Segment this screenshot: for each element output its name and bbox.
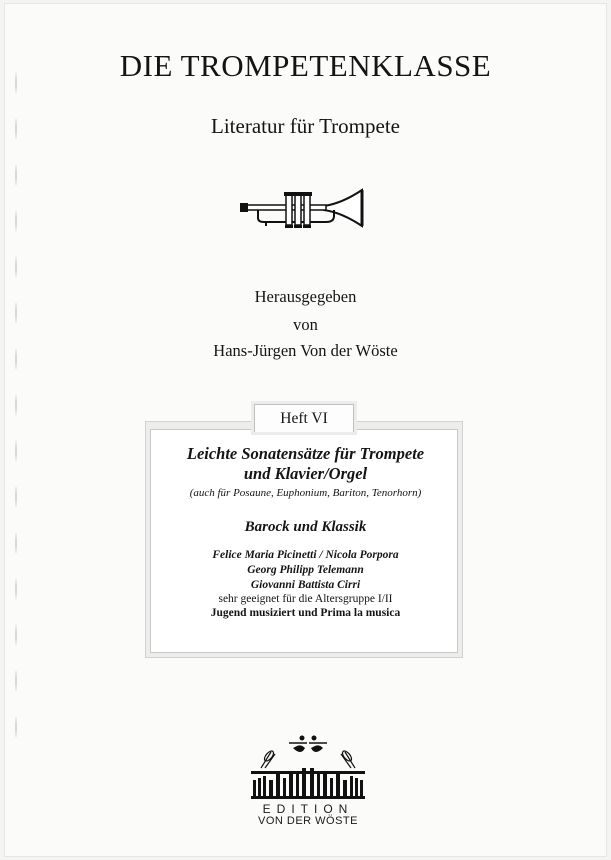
- work-title-line1: Leichte Sonatensätze für Trompete: [186, 444, 425, 463]
- instruments-note: (auch für Posaune, Euphonium, Bariton, Tenorhorn): [189, 487, 422, 499]
- volume-tab: Heft VI: [254, 404, 354, 432]
- scan-edge-marks: [14, 60, 18, 760]
- publisher-name-line2: VON DER WÖSTE: [257, 815, 358, 827]
- editor-von: von: [293, 315, 318, 334]
- page-subtitle: Literatur für Trompete: [211, 114, 400, 138]
- age-group-note: sehr geeignet für die Altersgruppe I/II: [218, 593, 393, 605]
- period-label: Barock und Klassik: [244, 519, 367, 535]
- composer-line1: Felice Maria Picinetti / Nicola Porpora: [212, 549, 399, 561]
- editor-intro: Herausgegeben: [254, 287, 357, 306]
- editor-name: Hans-Jürgen Von der Wöste: [213, 341, 398, 360]
- work-title-line2: und Klavier/Orgel: [243, 464, 368, 483]
- composer-line3: Giovanni Battista Cirri: [250, 579, 361, 591]
- competition-note: Jugend musiziert und Prima la musica: [210, 607, 401, 619]
- trumpet-icon: [238, 186, 370, 230]
- page-title: DIE TROMPETENKLASSE: [119, 48, 492, 83]
- composer-line2: Georg Philipp Telemann: [247, 564, 364, 576]
- publisher-name-line1: EDITION: [262, 802, 354, 816]
